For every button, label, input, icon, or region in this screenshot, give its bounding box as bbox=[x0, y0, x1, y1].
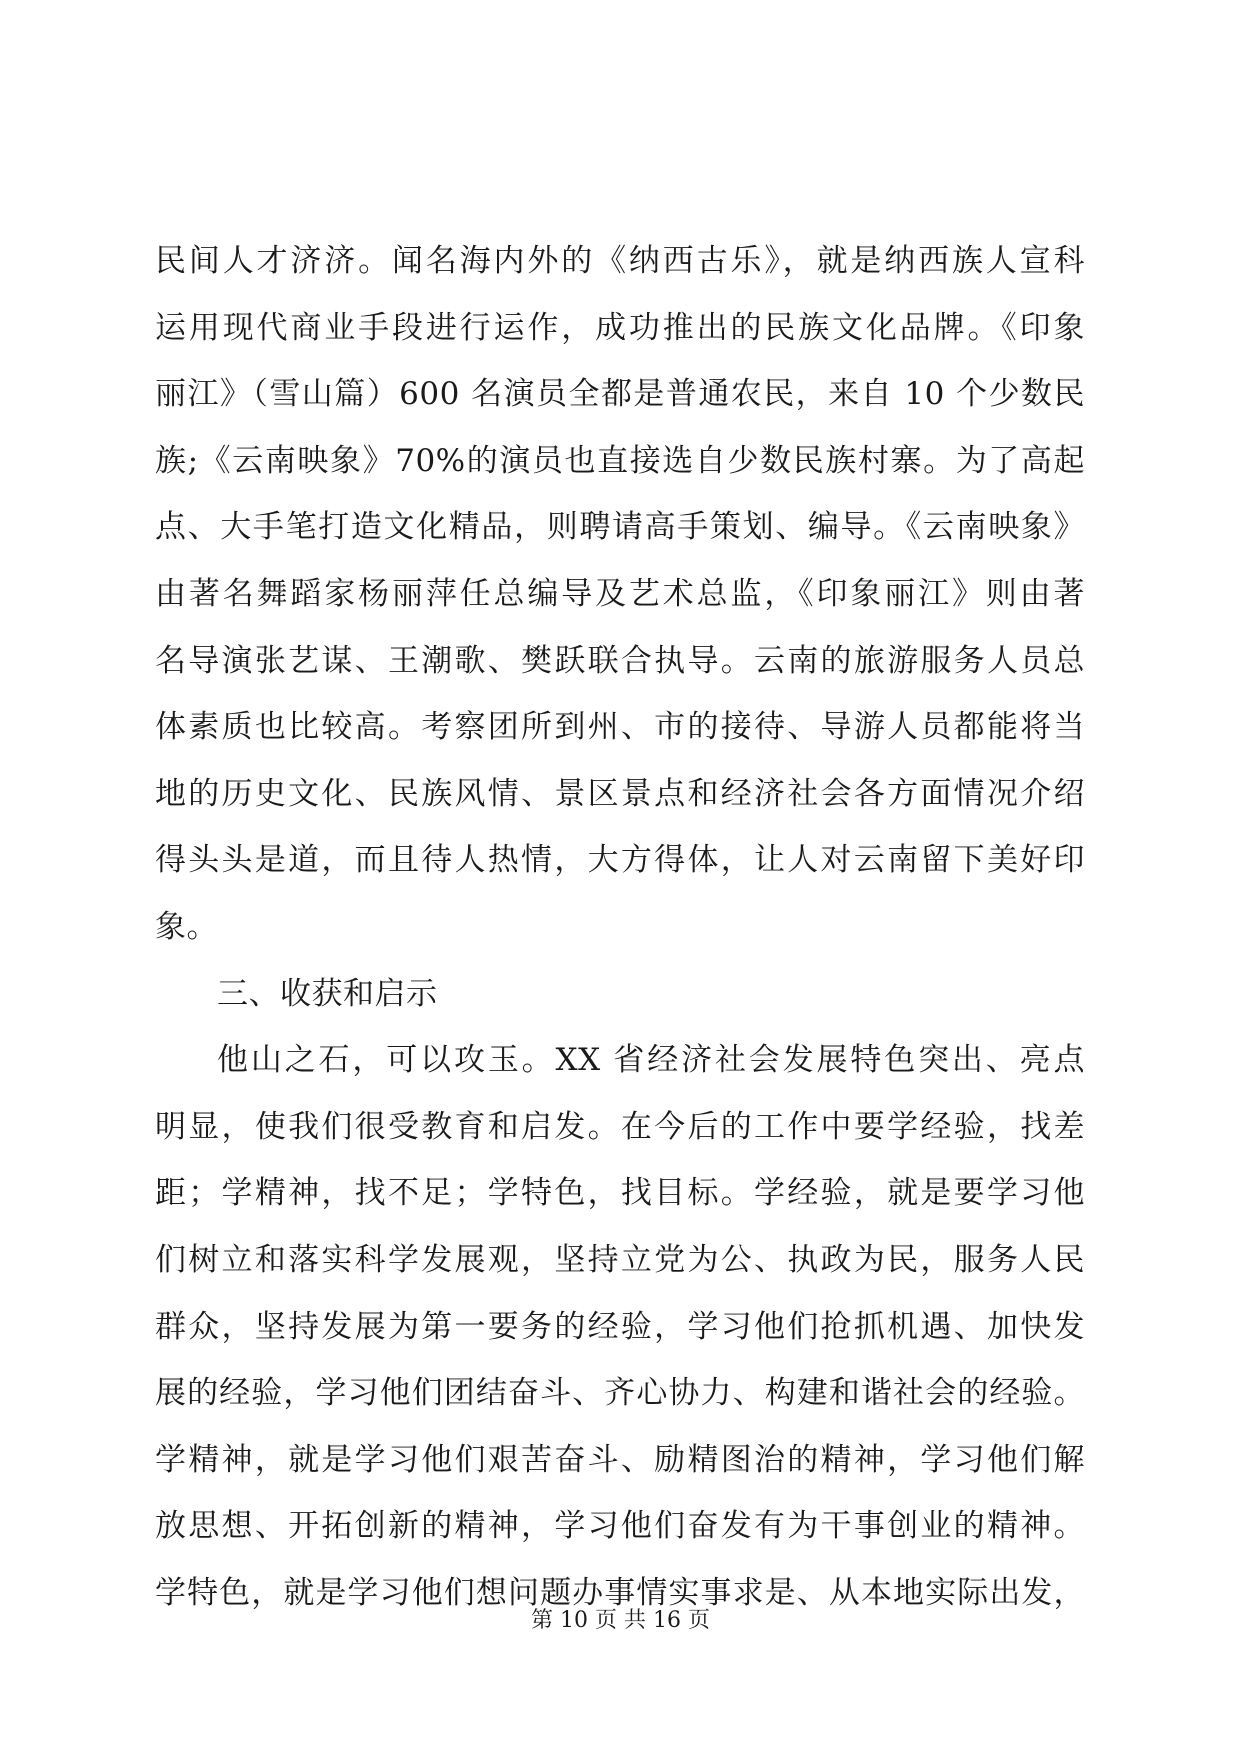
text-line: 得头头是道，而且待人热情，大方得体，让人对云南留下美好印 bbox=[155, 842, 1085, 879]
text-line: 学特色，就是学习他们想问题办事情实事求是、从本地实际出发， bbox=[155, 1574, 1085, 1611]
text-line: 名导演张艺谋、王潮歌、樊跃联合执导。云南的旅游服务人员总 bbox=[155, 642, 1085, 679]
text-line: 丽江》（雪山篇）600 名演员全都是普通农民，来自 10 个少数民 bbox=[155, 376, 1085, 413]
text-line: 展的经验，学习他们团结奋斗、齐心协力、构建和谐社会的经验。 bbox=[155, 1375, 1085, 1412]
text-line: 体素质也比较高。考察团所到州、市的接待、导游人员都能将当 bbox=[155, 709, 1085, 746]
body-text bbox=[155, 228, 1085, 1626]
text-line: 象。 bbox=[155, 908, 218, 945]
text-line: 民间人才济济。闻名海内外的《纳西古乐》，就是纳西族人宣科 bbox=[155, 243, 1085, 279]
text-line: 群众，坚持发展为第一要务的经验，学习他们抢抓机遇、加快发 bbox=[155, 1308, 1085, 1345]
text-line: 由著名舞蹈家杨丽萍任总编导及艺术总监，《印象丽江》则由著 bbox=[155, 575, 1085, 612]
text-line: 族;《云南映象》70%的演员也直接选自少数民族村寨。为了高起 bbox=[155, 442, 1085, 479]
text-line: 运用现代商业手段进行运作，成功推出的民族文化品牌。《印象 bbox=[155, 309, 1085, 346]
text-line: 们树立和落实科学发展观，坚持立党为公、执政为民，服务人民 bbox=[155, 1241, 1085, 1278]
text-line: 放思想、开拓创新的精神，学习他们奋发有为干事创业的精神。 bbox=[155, 1508, 1085, 1545]
section-heading: 三、收获和启示 bbox=[217, 975, 438, 1012]
text-line: 学精神，就是学习他们艰苦奋斗、励精图治的精神，学习他们解 bbox=[155, 1441, 1085, 1478]
text-line: 他山之石，可以攻玉。XX 省经济社会发展特色突出、亮点 bbox=[217, 1042, 1085, 1079]
text-line: 距；学精神，找不足；学特色，找目标。学经验，就是要学习他 bbox=[155, 1175, 1085, 1212]
text-line: 明显，使我们很受教育和启发。在今后的工作中要学经验，找差 bbox=[155, 1108, 1085, 1145]
text-line: 地的历史文化、民族风情、景区景点和经济社会各方面情况介绍 bbox=[155, 775, 1085, 812]
page-number-footer: 第 10 页 共 16 页 bbox=[531, 1608, 710, 1633]
text-line: 点、大手笔打造文化精品，则聘请高手策划、编导。《云南映象》 bbox=[155, 509, 1085, 546]
